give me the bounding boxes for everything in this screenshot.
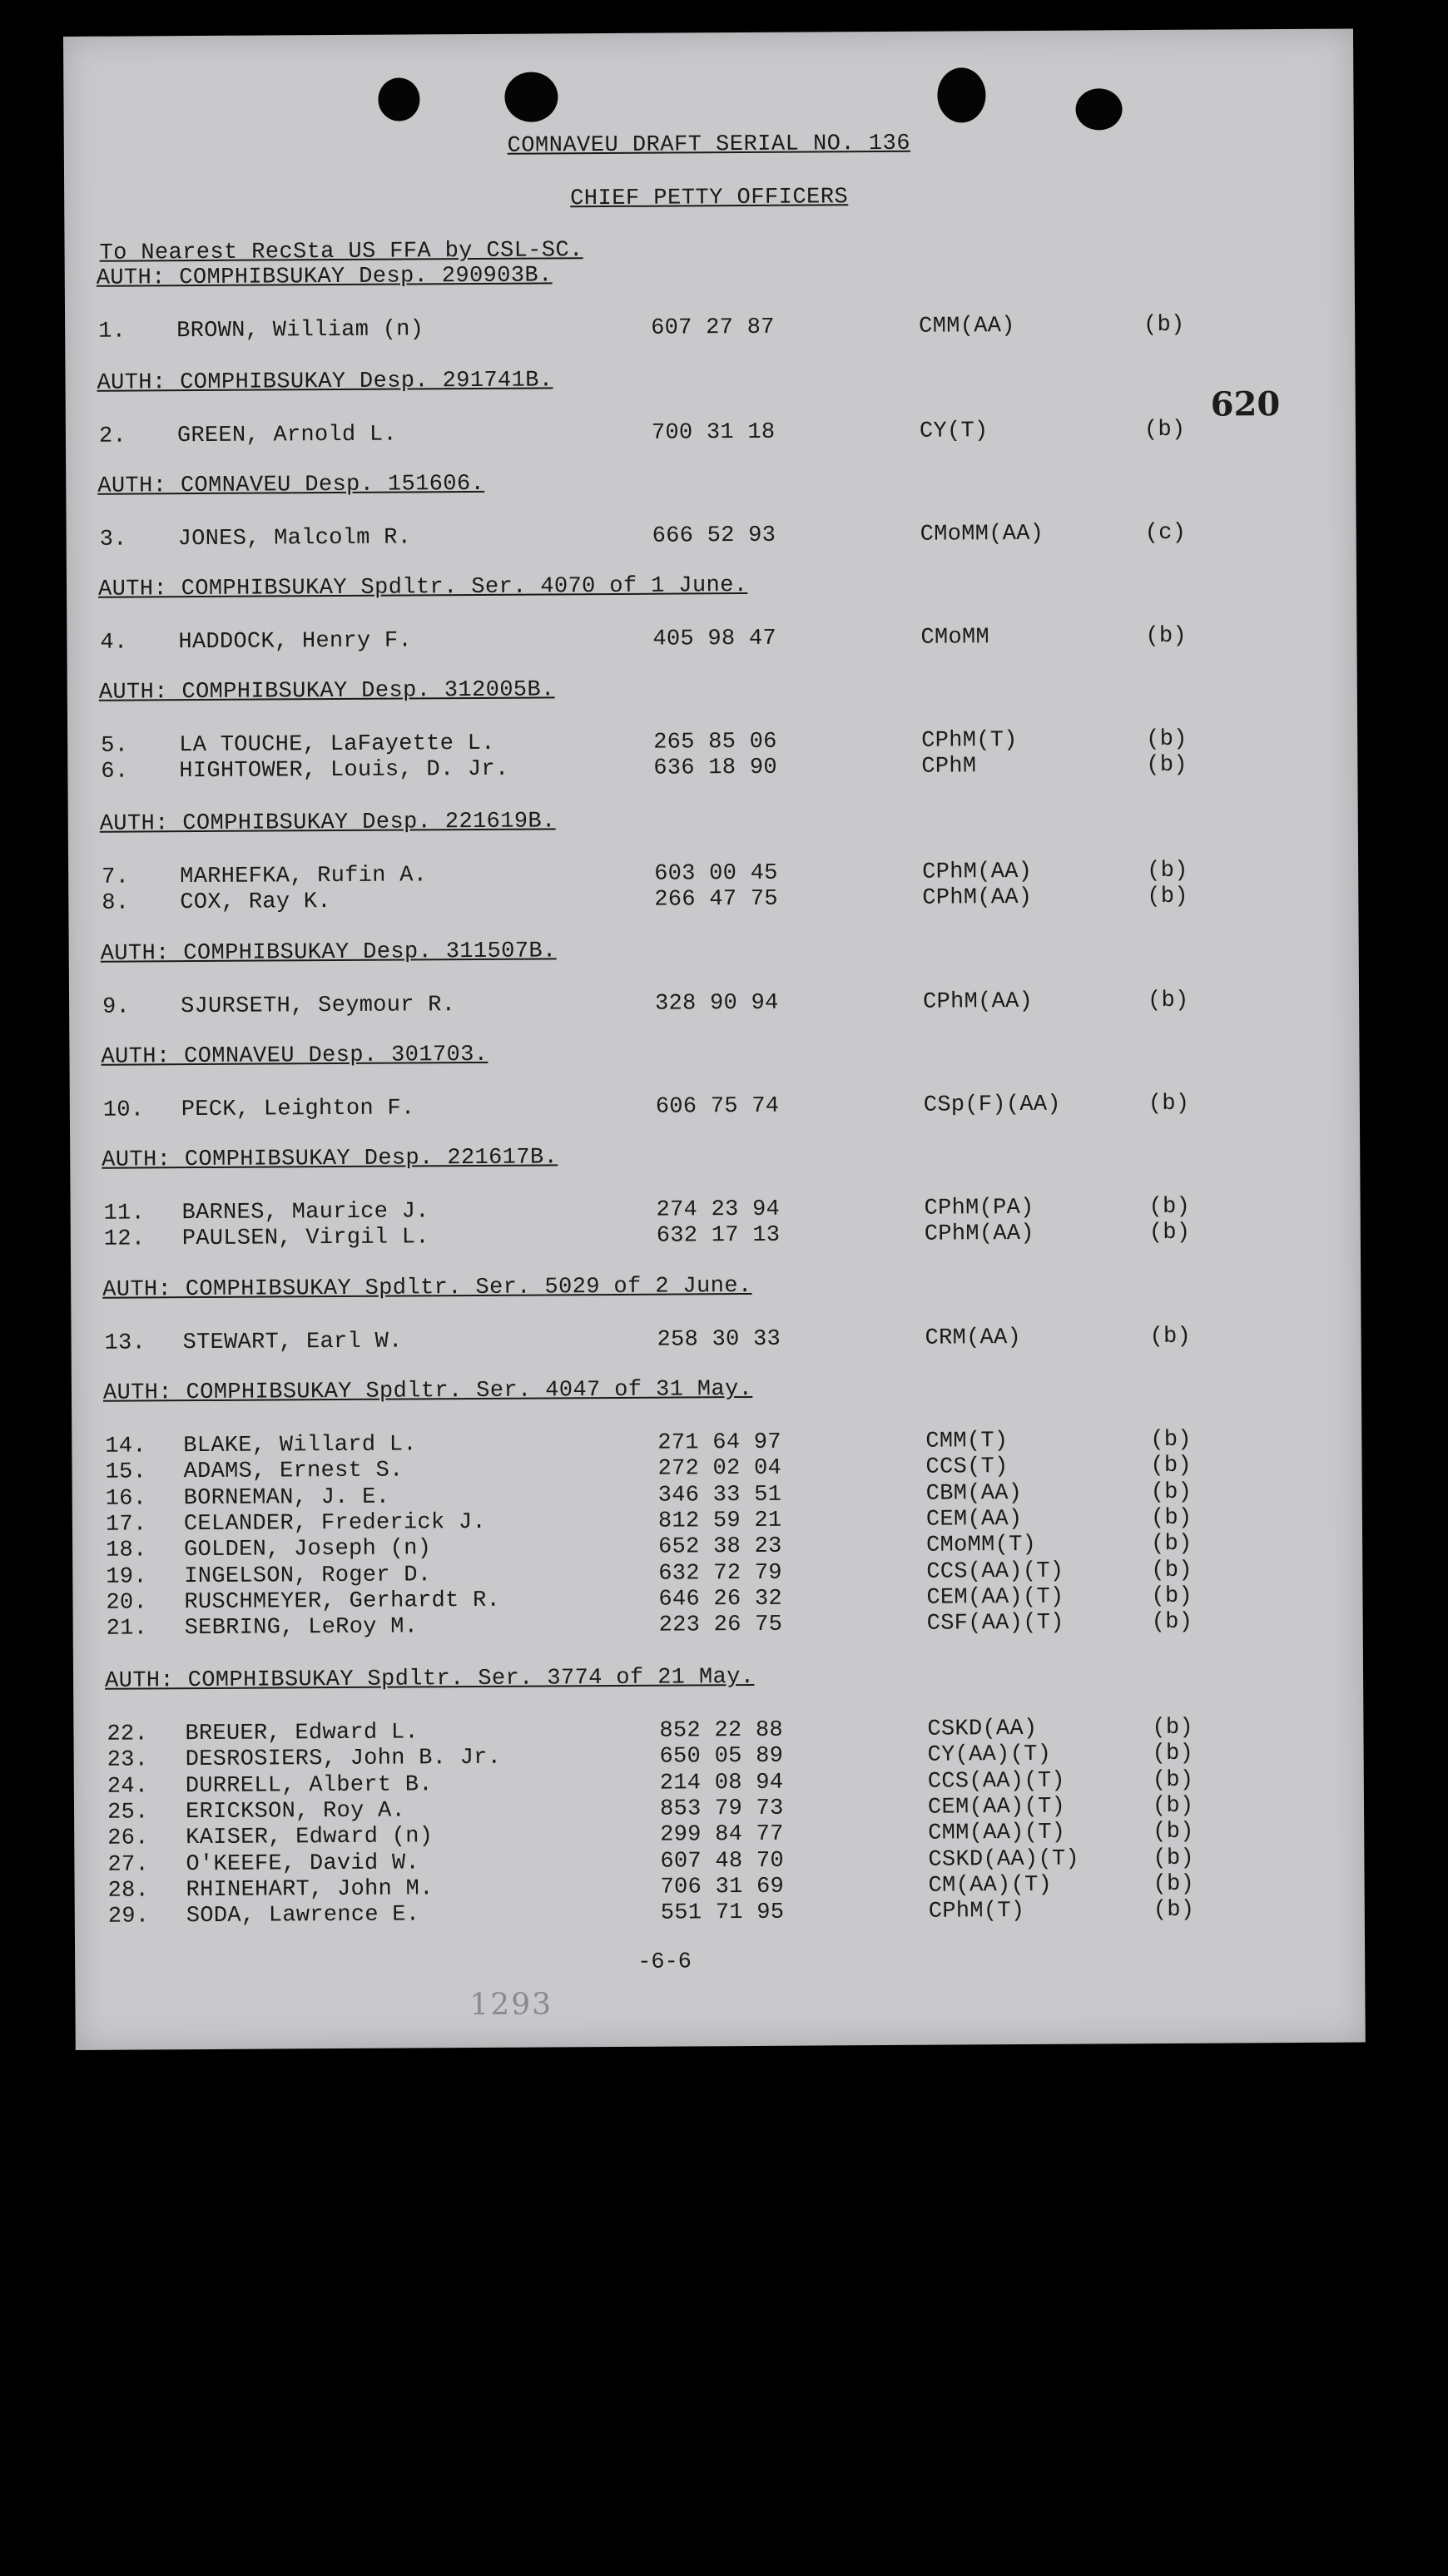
service-number: 551 71 95 bbox=[660, 1900, 785, 1926]
status-code: (b) bbox=[1151, 1558, 1193, 1583]
rating: CY(T) bbox=[919, 419, 989, 444]
status-code: (b) bbox=[1150, 1454, 1193, 1479]
service-number: 405 98 47 bbox=[652, 626, 777, 652]
rating: CMoMM(T) bbox=[926, 1533, 1037, 1558]
status-code: (b) bbox=[1151, 1531, 1193, 1558]
rating: CBM(AA) bbox=[925, 1480, 1023, 1507]
rating: CCS(T) bbox=[925, 1454, 1009, 1480]
entry-number: 1. bbox=[98, 319, 126, 344]
service-number: 607 27 87 bbox=[651, 315, 775, 341]
status-code: (b) bbox=[1151, 1609, 1193, 1636]
person-name: ERICKSON, Roy A. bbox=[185, 1798, 406, 1825]
person-name: CELANDER, Frederick J. bbox=[183, 1509, 487, 1538]
rating: CPhM(T) bbox=[928, 1899, 1025, 1925]
person-name: JONES, Malcolm R. bbox=[177, 525, 412, 552]
status-code: (b) bbox=[1150, 1479, 1193, 1505]
rating: CMM(AA)(T) bbox=[928, 1820, 1066, 1846]
authorization-line: AUTH: COMPHIBSUKAY Spdltr. Ser. 4070 of 1 June. bbox=[97, 572, 748, 602]
rating: CPhM(T) bbox=[921, 728, 1018, 754]
entry-number: 13. bbox=[104, 1330, 146, 1356]
authorization-line: AUTH: COMPHIBSUKAY Spdltr. Ser. 4047 of 31 May. bbox=[102, 1376, 753, 1406]
entry-number: 16. bbox=[105, 1486, 147, 1512]
service-number: 652 38 23 bbox=[658, 1533, 782, 1560]
personnel-row bbox=[69, 988, 1359, 1022]
entry-number: 22. bbox=[107, 1721, 149, 1747]
service-number: 258 30 33 bbox=[657, 1326, 781, 1353]
rating: CEM(AA)(T) bbox=[927, 1794, 1066, 1821]
service-number: 328 90 94 bbox=[655, 990, 779, 1017]
entry-number: 29. bbox=[107, 1904, 150, 1930]
service-number: 223 26 75 bbox=[658, 1612, 783, 1638]
person-name: BLAKE, Willard L. bbox=[183, 1432, 417, 1459]
service-number: 632 72 79 bbox=[658, 1560, 782, 1587]
service-number: 646 26 32 bbox=[658, 1586, 783, 1612]
person-name: GOLDEN, Joseph (n) bbox=[184, 1536, 432, 1563]
entry-number: 25. bbox=[107, 1800, 149, 1825]
rating: CMM(T) bbox=[925, 1429, 1009, 1454]
person-name: BARNES, Maurice J. bbox=[181, 1199, 429, 1226]
person-name: DESROSIERS, John B. Jr. bbox=[185, 1746, 502, 1773]
status-code: (b) bbox=[1153, 1819, 1194, 1845]
person-name: RUSCHMEYER, Gerhardt R. bbox=[184, 1588, 501, 1615]
entry-number: 20. bbox=[106, 1590, 148, 1616]
personnel-row bbox=[67, 520, 1356, 554]
entry-number: 26. bbox=[107, 1825, 149, 1851]
rating: CEM(AA)(T) bbox=[926, 1584, 1064, 1611]
person-name: HADDOCK, Henry F. bbox=[178, 628, 413, 656]
punch-hole bbox=[378, 77, 419, 121]
entry-number: 14. bbox=[105, 1434, 146, 1459]
authorization-line: AUTH: COMPHIBSUKAY Desp. 312005B. bbox=[98, 677, 555, 706]
service-number: 603 00 45 bbox=[654, 860, 778, 887]
person-name: BORNEMAN, J. E. bbox=[183, 1484, 390, 1511]
person-name: LA TOUCHE, LaFayette L. bbox=[179, 731, 495, 759]
authorization-line: AUTH: COMPHIBSUKAY Spdltr. Ser. 5029 of 2 June. bbox=[102, 1273, 752, 1303]
rating: CMoMM(AA) bbox=[920, 521, 1044, 547]
status-code: (b) bbox=[1146, 753, 1188, 779]
status-code: (b) bbox=[1143, 417, 1186, 443]
entry-number: 18. bbox=[106, 1538, 147, 1563]
service-number: 214 08 94 bbox=[659, 1770, 784, 1796]
service-number: 636 18 90 bbox=[653, 755, 778, 781]
punch-hole bbox=[504, 72, 558, 121]
entry-number: 9. bbox=[102, 994, 131, 1020]
personnel-row bbox=[67, 623, 1356, 657]
service-number: 812 59 21 bbox=[657, 1508, 782, 1534]
entry-number: 23. bbox=[107, 1747, 149, 1774]
service-number: 299 84 77 bbox=[660, 1821, 784, 1848]
personnel-row bbox=[70, 1091, 1360, 1125]
person-name: COX, Ray K. bbox=[180, 889, 331, 916]
service-number: 852 22 88 bbox=[659, 1717, 784, 1744]
rating: CPhM(AA) bbox=[924, 1221, 1034, 1248]
service-number: 266 47 75 bbox=[654, 887, 778, 913]
entry-number: 11. bbox=[103, 1201, 146, 1226]
authorization-line: AUTH: COMPHIBSUKAY Desp. 311507B. bbox=[100, 939, 557, 967]
person-name: GREEN, Arnold L. bbox=[176, 422, 398, 449]
service-number: 274 23 94 bbox=[656, 1196, 781, 1223]
document-page bbox=[63, 29, 1366, 2050]
status-code: (b) bbox=[1153, 1845, 1195, 1871]
rating: CPhM(PA) bbox=[924, 1195, 1034, 1221]
person-name: DURRELL, Albert B. bbox=[185, 1771, 433, 1799]
service-number: 650 05 89 bbox=[659, 1744, 784, 1770]
status-code: (b) bbox=[1152, 1715, 1194, 1741]
service-number: 346 33 51 bbox=[657, 1482, 782, 1508]
status-code: (b) bbox=[1148, 1194, 1191, 1221]
person-name: PAULSEN, Virgil L. bbox=[181, 1225, 429, 1252]
entry-number: 15. bbox=[105, 1459, 147, 1486]
entry-number: 4. bbox=[100, 630, 128, 656]
entry-number: 6. bbox=[101, 759, 129, 785]
service-number: 607 48 70 bbox=[660, 1848, 785, 1875]
status-code: (b) bbox=[1152, 1793, 1194, 1819]
person-name: PECK, Leighton F. bbox=[181, 1096, 415, 1123]
person-name: STEWART, Earl W. bbox=[182, 1329, 403, 1356]
authorization-line: AUTH: COMPHIBSUKAY Desp. 290903B. bbox=[96, 263, 553, 291]
status-code: (b) bbox=[1146, 726, 1188, 753]
person-name: SODA, Lawrence E. bbox=[186, 1902, 420, 1930]
status-code: (b) bbox=[1153, 1871, 1195, 1897]
entry-number: 3. bbox=[99, 527, 127, 552]
service-number: 632 17 13 bbox=[656, 1223, 781, 1249]
service-number: 666 52 93 bbox=[652, 523, 776, 549]
authorization-line: AUTH: COMPHIBSUKAY Desp. 221619B. bbox=[99, 809, 556, 837]
status-code: (b) bbox=[1148, 1091, 1190, 1117]
rating: CRM(AA) bbox=[925, 1325, 1022, 1351]
service-number: 606 75 74 bbox=[655, 1093, 780, 1120]
authorization-line: AUTH: COMPHIBSUKAY Spdltr. Ser. 3774 of 21 May. bbox=[104, 1664, 755, 1694]
rating: CCS(AA)(T) bbox=[927, 1768, 1065, 1795]
rating: CSp(F)(AA) bbox=[923, 1092, 1061, 1118]
entry-number: 12. bbox=[103, 1226, 146, 1253]
status-code: (b) bbox=[1152, 1741, 1194, 1767]
service-number: 265 85 06 bbox=[653, 729, 777, 755]
rating: CPhM bbox=[921, 754, 977, 780]
rating: CMM(AA) bbox=[919, 314, 1015, 339]
status-code: (b) bbox=[1152, 1767, 1194, 1793]
service-number: 853 79 73 bbox=[659, 1796, 784, 1822]
page-footer: -6-6 bbox=[637, 1949, 692, 1975]
rating: CPhM(AA) bbox=[922, 885, 1033, 912]
entry-number: 17. bbox=[105, 1512, 147, 1538]
service-number: 272 02 04 bbox=[657, 1456, 782, 1482]
entry-number: 24. bbox=[107, 1774, 149, 1800]
status-code: (c) bbox=[1144, 520, 1187, 547]
rating: CCS(AA)(T) bbox=[926, 1558, 1064, 1585]
rating: CEM(AA) bbox=[925, 1506, 1023, 1533]
entry-number: 28. bbox=[107, 1878, 150, 1904]
personnel-row bbox=[66, 417, 1356, 451]
person-name: HIGHTOWER, Louis, D. Jr. bbox=[179, 757, 509, 785]
personnel-row bbox=[72, 1324, 1361, 1358]
person-name: BROWN, William (n) bbox=[176, 317, 424, 344]
person-name: MARHEFKA, Rufin A. bbox=[180, 863, 428, 890]
entry-number: 8. bbox=[102, 890, 130, 917]
personnel-row bbox=[65, 312, 1355, 346]
punch-hole bbox=[937, 67, 985, 122]
entry-number: 19. bbox=[106, 1563, 147, 1590]
faint-stamp-number: 1293 bbox=[469, 1987, 553, 2023]
status-code: (b) bbox=[1145, 623, 1188, 650]
service-number: 700 31 18 bbox=[651, 419, 776, 446]
person-name: SEBRING, LeRoy M. bbox=[184, 1614, 419, 1642]
person-name: RHINEHART, John M. bbox=[186, 1876, 434, 1903]
rating: CMoMM bbox=[920, 625, 990, 651]
person-name: ADAMS, Ernest S. bbox=[183, 1458, 404, 1485]
authorization-line: AUTH: COMNAVEU Desp. 151606. bbox=[97, 471, 485, 499]
rating: CPhM(AA) bbox=[923, 988, 1034, 1015]
rating: CY(AA)(T) bbox=[927, 1742, 1052, 1768]
status-code: (b) bbox=[1150, 1505, 1193, 1531]
status-code: (b) bbox=[1147, 884, 1188, 910]
service-number: 271 64 97 bbox=[657, 1429, 781, 1456]
rating: CSF(AA)(T) bbox=[926, 1610, 1064, 1637]
status-code: (b) bbox=[1150, 1427, 1192, 1454]
status-code: (b) bbox=[1153, 1897, 1195, 1924]
document-heading: COMNAVEU DRAFT SERIAL NO. 136 bbox=[507, 131, 911, 159]
person-name: O'KEEFE, David W. bbox=[186, 1850, 420, 1877]
status-code: (b) bbox=[1151, 1583, 1193, 1609]
rating: CSKD(AA) bbox=[927, 1716, 1038, 1742]
person-name: INGELSON, Roger D. bbox=[184, 1562, 432, 1589]
entry-number: 21. bbox=[106, 1616, 148, 1642]
entry-number: 10. bbox=[102, 1097, 145, 1123]
person-name: KAISER, Edward (n) bbox=[186, 1824, 434, 1851]
rating: CPhM(AA) bbox=[922, 859, 1033, 885]
punch-hole bbox=[1075, 88, 1122, 130]
status-code: (b) bbox=[1149, 1324, 1192, 1350]
service-number: 706 31 69 bbox=[660, 1874, 785, 1900]
margin-page-number: 620 bbox=[1210, 384, 1281, 424]
rating: CM(AA)(T) bbox=[928, 1872, 1053, 1899]
person-name: BREUER, Edward L. bbox=[185, 1720, 419, 1747]
destination-line: To Nearest RecSta US FFA by CSL-SC. bbox=[99, 238, 583, 266]
entry-number: 7. bbox=[102, 864, 130, 890]
authorization-line: AUTH: COMPHIBSUKAY Desp. 221617B. bbox=[102, 1145, 558, 1173]
person-name: SJURSETH, Seymour R. bbox=[181, 993, 456, 1020]
status-code: (b) bbox=[1148, 988, 1189, 1014]
entry-number: 5. bbox=[101, 733, 129, 759]
entry-number: 2. bbox=[98, 424, 127, 449]
status-code: (b) bbox=[1143, 312, 1185, 339]
authorization-line: AUTH: COMPHIBSUKAY Desp. 291741B. bbox=[97, 368, 553, 396]
authorization-line: AUTH: COMNAVEU Desp. 301703. bbox=[101, 1042, 488, 1070]
entry-number: 27. bbox=[107, 1851, 150, 1878]
status-code: (b) bbox=[1147, 858, 1188, 884]
status-code: (b) bbox=[1148, 1221, 1191, 1246]
document-subheading: CHIEF PETTY OFFICERS bbox=[570, 185, 849, 212]
rating: CSKD(AA)(T) bbox=[928, 1846, 1080, 1873]
